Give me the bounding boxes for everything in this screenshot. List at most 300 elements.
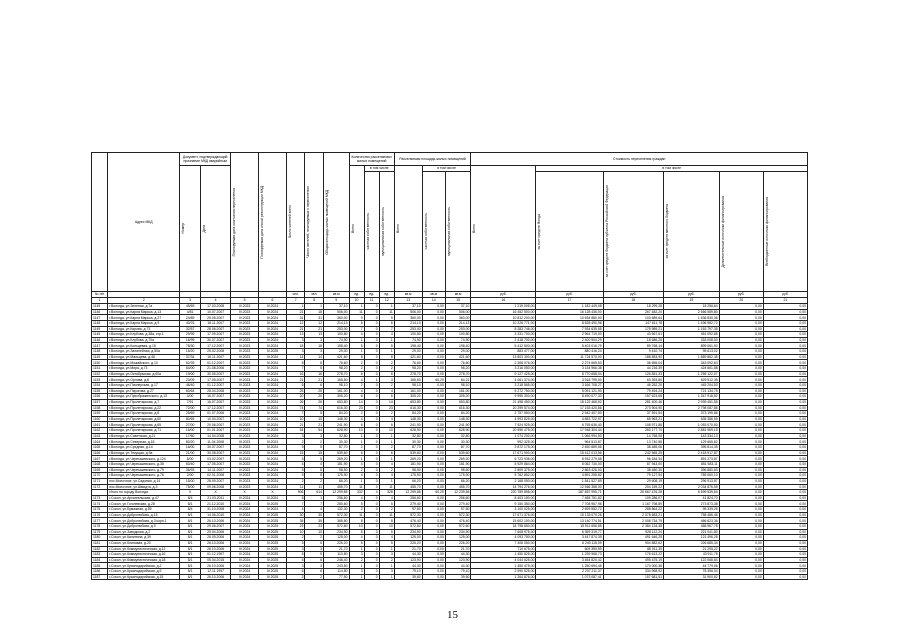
table-cell: 15 [286,450,305,456]
table-cell: 21 [305,377,324,383]
table-cell: 360,00 [394,315,422,321]
table-cell: 0,00 [763,512,807,518]
table-cell: 3 331 700,00 [471,332,536,338]
table-cell: IV.2024 [259,461,287,467]
table-cell: 0,00 [422,557,445,563]
table-cell: 3 [379,377,394,383]
table-cell: 16 128 436,00 [536,309,603,315]
table-cell: IV.2023 [231,478,259,484]
table-cell: 0 [364,529,379,535]
table-cell: г.Сокол, ул.Краснодарийская, д.9 [108,569,180,575]
table-cell: 21 295,22 [663,546,719,552]
table-cell: 7 924 925,00 [471,422,536,428]
table-cell: 0 [364,501,379,507]
table-cell: IV.2024 [259,473,287,479]
table-cell: 5 [379,343,394,349]
table-cell: 23 [305,523,324,529]
table-cell: 246,40 [324,557,350,563]
table-cell: 891 273,87 [663,456,719,462]
table-cell: 928 112,24 [603,529,663,535]
table-cell: 01.12.1997 [201,552,231,558]
table-cell: 29.06.2007 [201,523,231,529]
table-cell: 6 [379,394,394,400]
table-cell: IV.2024 [259,478,287,484]
table-cell: IV.2024 [259,315,287,321]
table-cell: 8/1 [180,546,201,552]
table-cell: 7/91 [180,399,201,405]
table-cell: 2 [349,507,364,513]
table-cell: 29/99 [180,332,201,338]
table-cell: 653,80 [394,399,422,405]
table-cell: 0,00 [422,484,445,490]
table-cell: 1150 [92,360,108,366]
table-cell: 0,00 [763,439,807,445]
table-cell: X [180,490,201,496]
table-cell: 181,90 [394,461,422,467]
table-cell: 175,90 [324,473,350,479]
table-cell: IV.2023 [231,399,259,405]
table-cell: 2 [379,507,394,513]
table-cell: 0,00 [422,309,445,315]
table-cell: 305,20 [324,394,350,400]
table-cell: 0,00 [763,461,807,467]
table-cell: 21/00 [180,450,201,456]
table-cell: 46/40 [180,382,201,388]
table-cell: г.Сокол, ул.Добролюбова, д.15 [108,512,180,518]
table-cell: 19/00 [180,371,201,377]
table-cell: 32,80 [394,433,422,439]
table-cell: 5 [286,473,305,479]
table-cell: 2 666 589,80 [663,309,719,315]
table-cell: г.Вологда, ул.Советская, д.21 [108,433,180,439]
table-cell: 14 [305,354,324,360]
table-cell: 0,00 [763,394,807,400]
table-cell: 3 100 025,00 [471,507,536,513]
table-cell: 12 [286,320,305,326]
table-cell: IV.2024 [259,320,287,326]
table-cell: 269,20 [324,456,350,462]
table-cell: 2 034 876,55 [663,484,719,490]
table-cell: 74,90 [324,337,350,343]
table-cell: 2 [349,382,364,388]
table-cell: 6 [349,394,364,400]
table-cell: 506,00 [394,309,422,315]
table-cell: 4 044 625,00 [471,557,536,563]
table-cell: IV.2024 [231,557,259,563]
table-cell: 98,50 [394,467,422,473]
table-cell: 76,60 [445,360,471,366]
table-cell: 12.11.1997 [201,569,231,575]
table-cell: 2 809 375,00 [471,467,536,473]
table-cell: 41 824,70 [663,495,719,501]
table-cell: 9 995 300,00 [471,394,536,400]
table-cell: IV.2024 [231,535,259,541]
table-cell: 0 [364,456,379,462]
column-number-cell: 15 [445,298,471,304]
table-cell: 0,00 [422,456,445,462]
table-cell: 1 250 694,45 [536,563,603,569]
table-cell: 5 [305,445,324,451]
table-cell: 226,20 [394,540,422,546]
cost-excess-header: Внебюджетные источники финансирования [763,172,807,292]
table-cell: 0,00 [719,535,763,541]
column-number-cell: 19 [663,298,719,304]
table-cell: 1 [349,337,364,343]
table-cell: 0,00 [763,569,807,575]
table-cell: 44,30 [445,563,471,569]
table-cell: г.Сокол, ул.Архангельская, д.47 [108,495,180,501]
table-cell: 1 536 830,36 [663,315,719,321]
table-cell: 242 565,25 [603,450,663,456]
table-cell: 8/4 [180,507,201,513]
table-cell: 80/20 [180,439,201,445]
table-cell: 0,00 [422,337,445,343]
table-cell: 12 239,56 [445,490,471,496]
table-body [92,304,808,580]
table-cell: 4 [379,535,394,541]
table-cell: 29,00 [445,349,471,355]
table-cell: 0,00 [719,377,763,383]
table-cell: 35 [305,518,324,524]
table-cell: 0,00 [763,450,807,456]
table-cell: 108 971,88 [603,422,663,428]
table-cell: 269,20 [445,456,471,462]
table-cell: IV.2024 [231,540,259,546]
table-cell: 187 857 995,71 [536,490,603,496]
table-cell: 5 762 852,00 [471,473,536,479]
table-cell: 3 [286,349,305,355]
table-cell: 3 134 966,38 [536,366,603,372]
table-cell: 0,00 [763,563,807,569]
table-cell: 39,60 [445,574,471,580]
table-cell: IV.2024 [231,569,259,575]
table-cell: 6 [305,569,324,575]
table-cell: 1 [349,456,364,462]
plan-end-header: Планируемая дата окончания переселения [231,153,259,292]
table-cell: 26.10.2006 [201,546,231,552]
table-cell: 100,80 [445,332,471,338]
table-cell: 0,00 [763,540,807,546]
table-cell: IV.2023 [231,422,259,428]
table-cell: 26.10.2006 [201,574,231,580]
table-cell: 0,00 [719,473,763,479]
table-cell: 74 [305,405,324,411]
table-cell: 3 [349,569,364,575]
unit-cell: № п/п [92,292,108,298]
table-cell: 29,00 [394,349,422,355]
table-cell: г.Вологда, ул.Пролетарская, д.60 [108,416,180,422]
table-cell: 95 339,26 [663,507,719,513]
table-cell: 539,60 [445,450,471,456]
table-cell: 11 [349,512,364,518]
table-cell: 15 412 013,56 [536,450,603,456]
table-cell: 445 204,53 [663,382,719,388]
table-cell: 5 [286,540,305,546]
table-cell: 2 [305,439,324,445]
table-cell: 214,13 [324,320,350,326]
table-cell: 20.06.2007 [201,422,231,428]
table-cell: 2 008 734,79 [603,518,663,524]
table-cell: 7 408 050,00 [471,540,536,546]
column-number-cell: 17 [536,298,603,304]
table-cell: 0,00 [422,473,445,479]
table-cell: IV.2023 [231,394,259,400]
table-cell: 241,90 [445,422,471,428]
table-cell: 1184 [92,557,108,563]
table-cell: 1171 [92,478,108,484]
table-cell: 198,40 [445,343,471,349]
table-cell: IV.2025 [259,501,287,507]
table-cell: 29,00 [324,349,350,355]
table-cell: 3 [379,569,394,575]
table-cell: 60,29 [422,377,445,383]
table-cell: 7 708 967,96 [536,501,603,507]
address-header: Адрес МКД [108,153,180,292]
table-cell: 18 122 468,92 [536,399,603,405]
table-cell: 6 [379,371,394,377]
table-cell: 98,10 [324,382,350,388]
table-cell: 01.07.2006 [201,411,231,417]
table-cell: 15 [305,450,324,456]
table-cell: 1 074 200,00 [471,433,536,439]
table-cell: 21 [305,422,324,428]
table-cell: 3 [379,552,394,558]
table-cell: 13 140 774,51 [536,518,603,524]
table-cell: IV.2024 [259,343,287,349]
table-cell: 129 665,82 [663,439,719,445]
table-cell: 226,20 [324,540,350,546]
table-cell: 0,00 [763,523,807,529]
table-cell: 84,20 [324,411,350,417]
table-cell: 0,00 [763,315,807,321]
table-cell: 176 613,22 [603,552,663,558]
table-cell: IV.2023 [231,354,259,360]
table-cell: 4 [349,416,364,422]
table-cell: 6 755 636,40 [536,422,603,428]
table-cell: 0,00 [719,337,763,343]
table-cell: г.Вологда, ул.Кирова, д.73 [108,326,180,332]
table-cell: 4 [349,535,364,541]
table-cell: 79,10 [394,569,422,575]
table-cell: 0,00 [719,399,763,405]
table-cell: III.2023 [231,366,259,372]
table-cell: 906 [286,490,305,496]
table-cell: г.Вологда, ул.Пионерская, д.17 [108,382,180,388]
table-cell: 17 671 900,00 [471,450,536,456]
table-cell: 161,00 [445,388,471,394]
table-cell: 0,00 [763,422,807,428]
table-cell: 1164 [92,439,108,445]
page-number: 15 [447,609,458,621]
table-cell: 0,00 [719,405,763,411]
unit-cell: ед. [364,292,379,298]
table-cell: 8/1 [180,518,201,524]
table-cell: X [259,490,287,496]
table-cell: 0 [364,433,379,439]
table-cell: 25 [286,388,305,394]
table-cell: 234,90 [445,529,471,535]
table-cell: 2 939 451,55 [663,399,719,405]
table-cell: IV.2025 [259,546,287,552]
column-number-cell: 21 [763,298,807,304]
cost-regional-header: за счет средств бюджета субъекта Российской Федерации [603,172,663,292]
table-cell: 10.04.2007 [201,416,231,422]
table-cell: 0,00 [763,473,807,479]
table-cell: 87 943,00 [603,461,663,467]
table-cell: IV.2024 [259,439,287,445]
table-cell: 2 418 917,87 [663,450,719,456]
table-cell: 0 [364,512,379,518]
table-cell: 1180 [92,535,108,541]
table-header [92,153,808,304]
table-cell: 1 [379,563,394,569]
table-cell: 32,80 [445,433,471,439]
table-cell: 904 882,62 [603,540,663,546]
table-cell: 2 450 889,56 [536,445,603,451]
table-cell: 0,00 [422,461,445,467]
table-cell: 66,20 [394,478,422,484]
table-cell: 4 [349,473,364,479]
table-cell: 0,00 [719,416,763,422]
table-cell: IV.2023 [231,377,259,383]
table-cell: 0 [364,563,379,569]
table-cell: 98,20 [324,366,350,372]
table-cell: 1157 [92,399,108,405]
table-cell: 0 [364,416,379,422]
table-cell: 0,00 [763,371,807,377]
table-cell: 0,00 [719,382,763,388]
table-cell: 6 [349,422,364,428]
table-cell: 16 [305,371,324,377]
table-cell: 2 [349,557,364,563]
table-cell: 1155 [92,388,108,394]
table-cell: IV.2024 [259,382,287,388]
table-cell: 0,00 [763,360,807,366]
table-cell: 6 359 319,77 [536,529,603,535]
table-cell: 8/1 [180,540,201,546]
table-cell: 0,00 [719,478,763,484]
table-cell: 0,00 [763,349,807,355]
table-cell: 5 [349,501,364,507]
table-cell: 8/1 [180,569,201,575]
table-cell: г.Вологда, ул.Мира, д.73 [108,366,180,372]
table-cell: 4 [349,332,364,338]
table-cell: 1152 [92,371,108,377]
table-cell: 0,00 [719,484,763,490]
table-cell: 616,30 [394,405,422,411]
table-cell: 11 [349,309,364,315]
cost-local-header: за счет средств местного бюджета [663,172,719,292]
table-cell: 17 948 304,44 [536,428,603,434]
table-cell: 0,00 [719,523,763,529]
table-cell: 0,00 [763,304,807,310]
table-cell: 2 418 700,00 [471,337,536,343]
table-cell: 31 900,82 [663,574,719,580]
table-cell: 5 [305,366,324,372]
table-cell: 29 608,19 [603,478,663,484]
table-cell: 157 681,51 [603,574,663,580]
table-cell: 14.06.2010 [201,512,231,518]
table-cell: 65 963,21 [603,416,663,422]
table-cell: 1 [349,433,364,439]
table-cell: 0,00 [719,388,763,394]
table-cell: 4 [305,461,324,467]
table-cell: 6 [379,422,394,428]
table-cell: 992 325,00 [471,439,536,445]
table-cell: IV.2023 [231,382,259,388]
table-cell: 0 [364,569,379,575]
table-cell: 572,60 [445,523,471,529]
table-cell: 1 153 797,35 [663,326,719,332]
table-cell: 76,60 [324,360,350,366]
table-cell: 46 252,20 [603,382,663,388]
table-cell: 123,90 [445,557,471,563]
table-cell: 44,30 [394,563,422,569]
table-cell: 1181 [92,540,108,546]
table-cell: 1167 [92,456,108,462]
table-cell: IV.2023 [231,315,259,321]
table-cell: IV.2024 [231,546,259,552]
table-cell: г.Вологда, ул.Зеленая, д.7а [108,304,180,310]
table-cell: 02.01.2008 [201,473,231,479]
table-cell: 3 [286,563,305,569]
table-cell: 18.11.2007 [201,320,231,326]
table-cell: г.Сокол, ул.Заводская, д.2 [108,529,180,535]
table-cell: 1 [379,478,394,484]
table-cell: 97,50 [394,507,422,513]
table-cell: 226 685,34 [663,540,719,546]
table-cell: 1154 [92,382,108,388]
table-cell: 0,00 [763,366,807,372]
table-cell: 0,00 [422,563,445,569]
table-cell: г.Сокол, ул.Гоголевская, д.28 [108,501,180,507]
table-cell: 3 218 565,00 [471,382,536,388]
table-cell: 204 159,22 [603,484,663,490]
table-cell: 0,00 [422,523,445,529]
table-cell: 11 [286,484,305,490]
table-cell: 0,00 [719,422,763,428]
table-cell: 279,40 [394,501,422,507]
table-cell: 6 [349,371,364,377]
table-cell: 14.04.2008 [201,433,231,439]
document-header: Документ, подтверждающий признание МКД аварийным [180,153,231,166]
table-cell: 1 073 087,41 [536,574,603,580]
table-cell: 455,70 [324,484,350,490]
table-cell: 10 [286,529,305,535]
table-cell: 4 [379,473,394,479]
table-cell: 365,80 [324,518,350,524]
table-cell: 3 166 708,27 [536,382,603,388]
table-cell: 13 740,58 [603,439,663,445]
table-cell: 1162 [92,428,108,434]
table-cell: 1 [379,337,394,343]
table-cell: 0 [364,360,379,366]
table-cell: IV.2023 [231,416,259,422]
table-cell: 1146 [92,309,108,315]
table-cell: IV.2024 [259,450,287,456]
table-cell: 0,00 [719,371,763,377]
table-cell: 100,80 [394,332,422,338]
table-cell: 0 [364,518,379,524]
table-cell: 0,00 [422,320,445,326]
table-cell: 0,00 [719,512,763,518]
table-cell: 0,00 [763,490,807,496]
table-cell: 0,00 [719,467,763,473]
table-cell: 1173 [92,495,108,501]
table-cell: 0 [364,411,379,417]
column-number-cell: 20 [719,298,763,304]
table-cell: 1160 [92,416,108,422]
